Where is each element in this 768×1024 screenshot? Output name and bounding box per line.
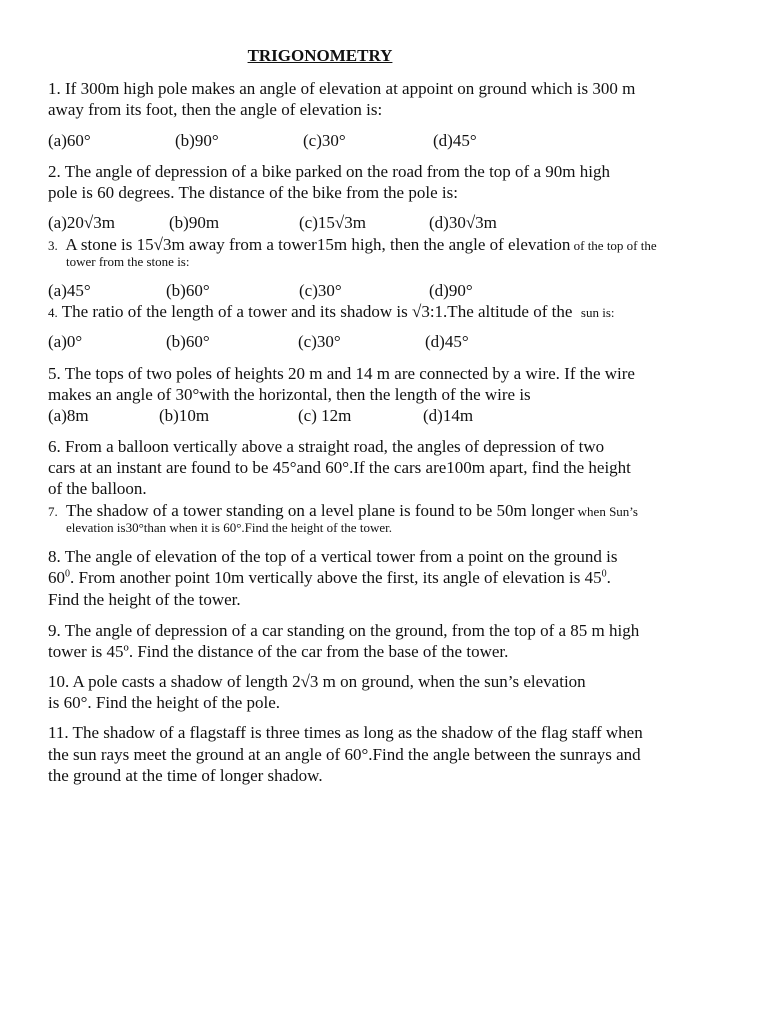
q8-line3: Find the height of the tower. (48, 590, 241, 609)
q4-option-d: (d)45° (425, 332, 469, 351)
q7-text-b: when Sun’s (574, 504, 638, 519)
q8-line2 (48, 567, 611, 588)
q1-line1: 1. If 300m high pole makes an angle of elevation at appoint on ground which is 300 m (48, 79, 636, 98)
q7-text-a: The shadow of a tower standing on a level plane is found to be 50m longer (65, 501, 575, 520)
q3-text-a: A stone is 15√3m away from a tower15m high, then the angle of elevation (65, 235, 571, 254)
q8-text-a: 60 (48, 568, 65, 587)
q3-line2: tower from the stone is: (66, 254, 190, 269)
q5-line1: 5. The tops of two poles of heights 20 m and 14 m are connected by a wire. If the wire (48, 364, 635, 383)
q8-degree-sup-2: 0 (601, 568, 607, 580)
q3-text-b: of the top of the (570, 238, 657, 253)
q7-number: 7. (48, 504, 58, 519)
q6-line1: 6. From a balloon vertically above a straight road, the angles of depression of two (48, 437, 605, 456)
q2-option-c: (c)15√3m (299, 213, 366, 232)
q5-line2: makes an angle of 30°with the horizontal, then the length of the wire is (48, 385, 531, 404)
q3-number: 3. (48, 238, 58, 253)
q3-option-b: (b)60° (166, 281, 210, 300)
q2-option-d: (d)30√3m (429, 213, 497, 232)
q3-option-c: (c)30° (299, 281, 342, 300)
q4-option-a: (a)0° (48, 332, 83, 351)
q5-option-b: (b)10m (159, 406, 210, 425)
q5-option-a: (a)8m (48, 406, 89, 425)
q2-option-b: (b)90m (169, 213, 220, 232)
q8-text-c: . (606, 568, 611, 587)
q2-line1: 2. The angle of depression of a bike parked on the road from the top of a 90m high (48, 162, 610, 181)
q4-option-b: (b)60° (166, 332, 210, 351)
q10-line2: is 60°. Find the height of the pole. (48, 693, 281, 712)
q9-line1: 9. The angle of depression of a car standing on the ground, from the top of a 85 m high (48, 621, 640, 640)
q1-option-a: (a)60° (48, 131, 91, 150)
q1-line2: away from its foot, then the angle of elevation is: (48, 100, 383, 119)
q11-line1: 11. The shadow of a flagstaff is three times as long as the shadow of the flag staff when (48, 723, 643, 742)
q3-option-a: (a)45° (48, 281, 91, 300)
q2-line2: pole is 60 degrees. The distance of the bike from the pole is: (48, 183, 458, 202)
q4-text-a: The ratio of the length of a tower and its shadow is √3:1.The altitude of the (61, 302, 573, 321)
q2-option-a: (a)20√3m (48, 213, 115, 232)
q3-option-d: (d)90° (429, 281, 473, 300)
q6-line3: of the balloon. (48, 479, 147, 498)
q4-option-c: (c)30° (298, 332, 341, 351)
q9-line2: tower is 45º. Find the distance of the car from the base of the tower. (48, 642, 509, 661)
q11-line2: the sun rays meet the ground at an angle of 60°.Find the angle between the sunrays and (48, 745, 641, 764)
q4-text-b: sun is: (580, 305, 615, 320)
q5-option-c: (c) 12m (298, 406, 352, 425)
q10-line1: 10. A pole casts a shadow of length 2√3 m on ground, when the sun’s elevation (48, 672, 586, 691)
q1-option-b: (b)90° (175, 131, 219, 150)
q11-line3: the ground at the time of longer shadow. (48, 766, 323, 785)
q5-option-d: (d)14m (423, 406, 474, 425)
q7-line2: elevation is30°than when it is 60°.Find the height of the tower. (66, 520, 392, 535)
page-title: TRIGONOMETRY (247, 46, 393, 65)
q1-option-c: (c)30° (303, 131, 346, 150)
q8-line1: 8. The angle of elevation of the top of a vertical tower from a point on the ground is (48, 547, 618, 566)
q1-option-d: (d)45° (433, 131, 477, 150)
q4-number: 4. (48, 305, 58, 320)
q4-line1 (48, 301, 615, 323)
q6-line2: cars at an instant are found to be 45°and 60°.If the cars are100m apart, find the height (48, 458, 631, 477)
q8-degree-sup-1: 0 (65, 568, 70, 580)
q8-text-b: . From another point 10m vertically above the first, its angle of elevation is 45 (70, 568, 602, 587)
